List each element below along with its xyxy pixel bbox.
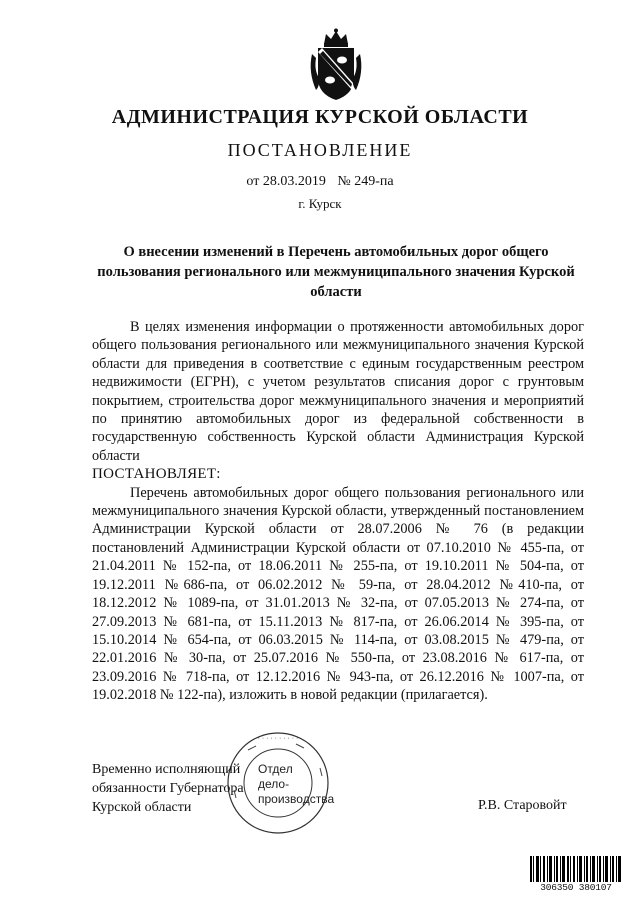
document-date: от 28.03.2019 — [246, 174, 326, 189]
signatory-line: обязанности Губернатора — [92, 781, 244, 796]
signatory-name: Р.В. Старовойт — [478, 798, 567, 813]
document-body — [92, 318, 584, 705]
svg-text:· · · · · · · · · ·: · · · · · · · · · · — [257, 735, 299, 742]
document-type: ПОСТАНОВЛЕНИЕ — [227, 140, 413, 160]
stamp-line: дело- — [258, 777, 290, 791]
organization-title: АДМИНИСТРАЦИЯ КУРСКОЙ ОБЛАСТИ — [111, 106, 529, 128]
signatory-position — [92, 760, 292, 817]
document-date-number — [0, 174, 640, 190]
barcode-number: 306350 380107 — [528, 882, 624, 893]
resolves-word: ПОСТАНОВЛЯЕТ: — [92, 466, 221, 483]
document-city: г. Курск — [298, 196, 342, 211]
coat-of-arms-icon — [306, 28, 366, 102]
stamp-line: производства — [258, 792, 335, 806]
stamp-line: Отдел — [258, 762, 293, 776]
body-paragraph: Перечень автомобильных дорог общего пользования регионального или межмуниципального значения Курской области, утвержденный постановлением Администрации Курской области от 28.07.2006 № 76 (в редакции постановлений Администрации Курской области от 07.10.2010 № 455-па, от 21.04.2011 № 152-па, от 18.06.2011 № 255-па, от 19.10.2011 № 504-па, от 19.12.2011 №686-па, от 06.02.2012 № 59-па, от 28.04.2012 №410-па, от 18.12.2012 № 1089-па, от 31.01.2013 № 32-па, от 07.05.2013 № 274-па, от 27.09.2013 № 681-па, от 15.11.2013 № 817-па, от 26.06.2014 № 395-па, от 15.10.2014 № 654-па, от 06.03.2015 № 114-па, от 03.08.2015 № 479-па, от 22.01.2016 № 30-па, от 25.07.2016 № 550-па, от 23.08.2016 № 617-па, от 23.09.2016 № 718-па, от 12.12.2016 № 943-па, от 26.12.2016 № 1007-па, от 19.02.2018 № 122-па), изложить в новой редакции (прилагается). — [92, 484, 584, 704]
signatory-line: Курской области — [92, 800, 192, 815]
signatory-line: Временно исполняющий — [92, 762, 241, 777]
body-paragraph: В целях изменения информации о протяженности автомобильных дорог общего пользования регионального или межмуниципального значения Курской области для приведения в соответствие с единым государственным реестром недвижимости (ЕГРН), с учетом результатов списания дорог с грунтовым покрытием, строительства дорог межмуниципального значения и мероприятий по принятию автомобильных дорог из федеральной собственности в государственную собственность Курской области Администрация Курской области — [92, 319, 584, 464]
document-number: № 249-па — [337, 174, 394, 189]
document-subject: О внесении изменений в Перечень автомобильных дорог общего пользования регионального или межмуниципального значения Курской области — [97, 244, 575, 300]
